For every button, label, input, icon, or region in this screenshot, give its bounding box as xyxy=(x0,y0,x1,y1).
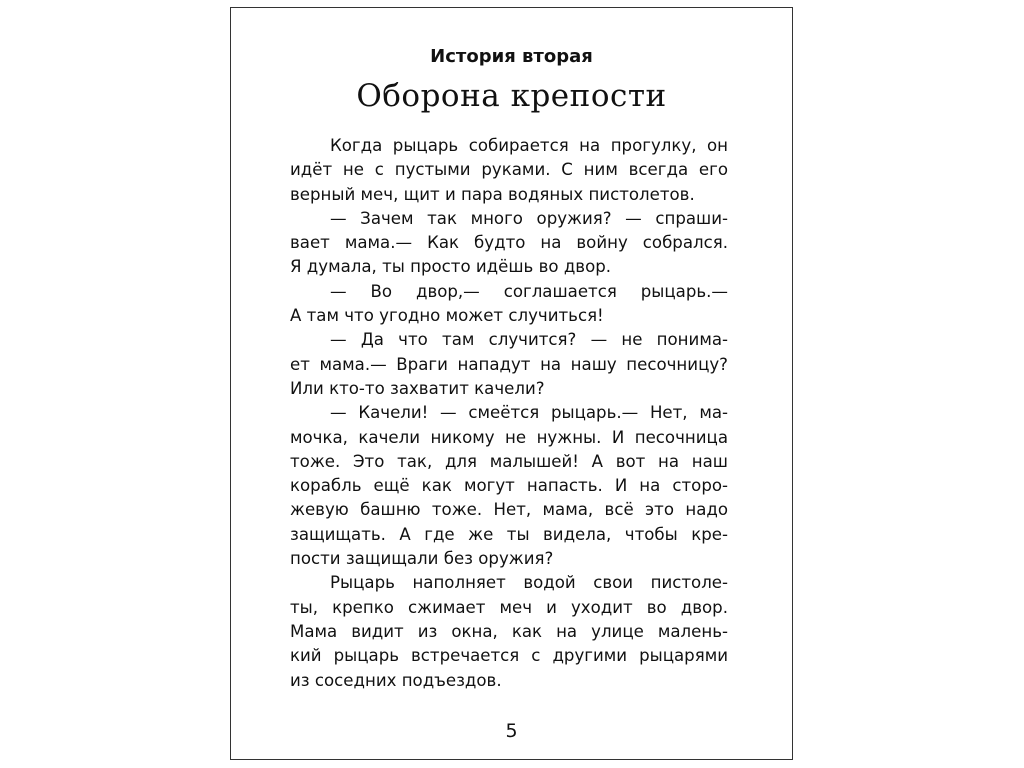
text-line: верный меч, щит и пара водяных пистолетов. xyxy=(290,184,695,204)
text-line: из соседних подъездов. xyxy=(290,670,502,690)
text-line: Или кто-то захватит качели? xyxy=(290,378,545,398)
text-line: — Во двор,— соглашается рыцарь.— xyxy=(330,281,728,301)
text-line: Рыцарь наполняет водой свои пистоле- xyxy=(330,573,728,593)
text-line: кий рыцарь встречается с другими рыцарями xyxy=(290,646,728,666)
book-page xyxy=(230,7,793,760)
text-line: Когда рыцарь собирается на прогулку, он xyxy=(330,136,728,155)
text-line: А там что угодно может случиться! xyxy=(290,306,604,326)
text-line: пости защищали без оружия? xyxy=(290,549,554,569)
text-line: — Да что там случится? — не понима- xyxy=(330,330,728,350)
chapter-subtitle: История вторая xyxy=(430,46,593,67)
text-line: ет мама.— Враги нападут на нашу песочницу? xyxy=(290,354,728,374)
text-line: Я думала, ты просто идёшь во двор. xyxy=(290,257,612,277)
text-line: мочка, качели никому не нужны. И песочница xyxy=(290,427,728,447)
text-line: — Качели! — смеётся рыцарь.— Нет, ма- xyxy=(330,403,728,423)
text-line: вает мама.— Как будто на войну собрался. xyxy=(290,233,728,253)
text-line: идёт не с пустыми руками. С ним всегда его xyxy=(290,160,728,180)
story-text xyxy=(290,134,728,693)
text-line: тоже. Это так, для малышей! А вот на наш xyxy=(290,451,728,471)
chapter-title: Оборона крепости xyxy=(356,78,667,114)
text-line: Мама видит из окна, как на улице малень- xyxy=(290,621,728,641)
text-line: — Зачем так много оружия? — спраши- xyxy=(330,208,728,228)
page-number: 5 xyxy=(505,720,518,742)
text-line: корабль ещё как могут напасть. И на сторо- xyxy=(290,476,728,496)
text-line: жевую башню тоже. Нет, мама, всё это надо xyxy=(290,500,728,520)
text-line: ты, крепко сжимает меч и уходит во двор. xyxy=(290,597,728,617)
text-line: защищать. А где же ты видела, чтобы кре- xyxy=(290,524,728,544)
